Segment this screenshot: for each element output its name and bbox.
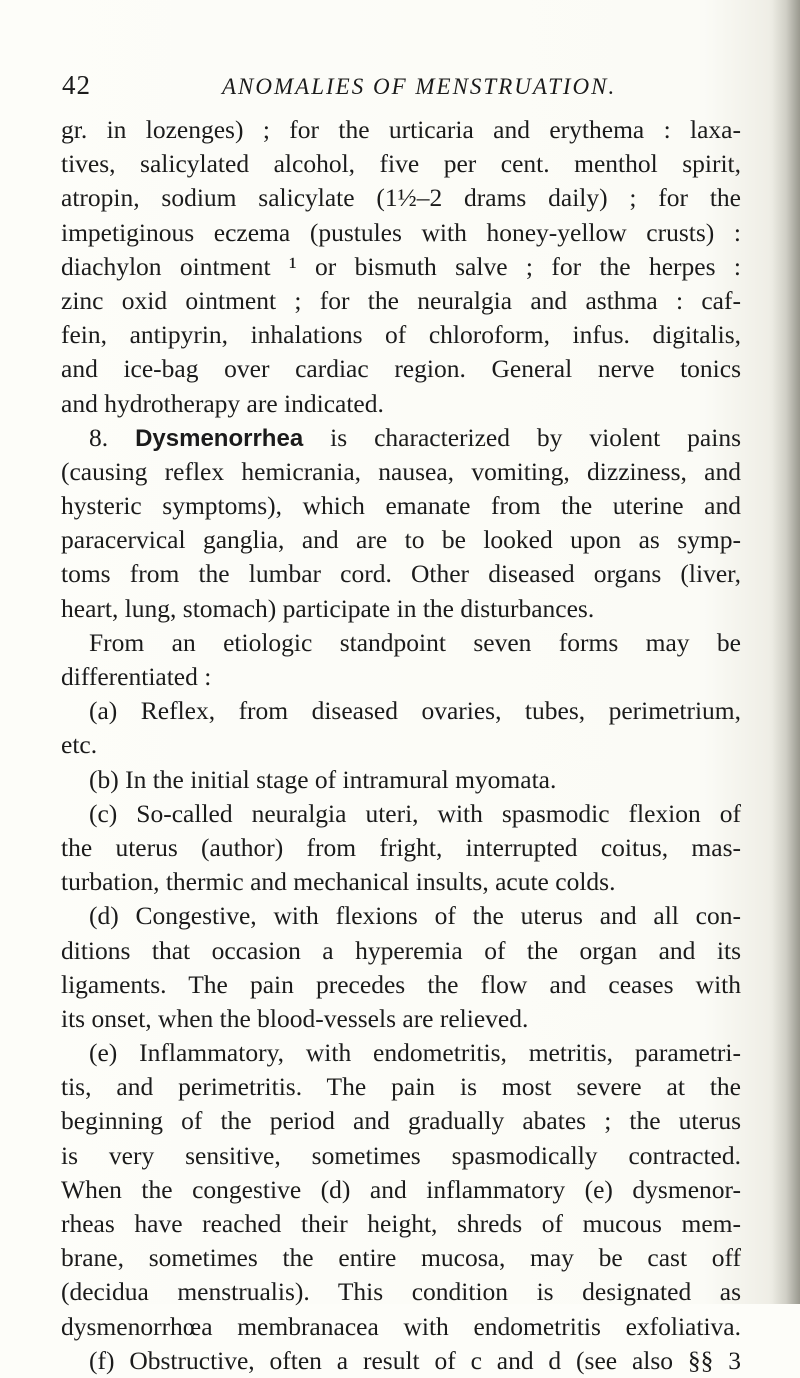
text-line: tis, and perimetritis. The pain is most severe at the [61, 1072, 741, 1102]
text-line: gr. in lozenges) ; for the urticaria and erythema : laxa- [61, 115, 741, 144]
text-line: ligaments. The pain precedes the flow and ceases with [61, 969, 741, 999]
text-line: From an etiologic standpoint seven forms may be [89, 627, 741, 657]
list-item-f: (f) Obstructive, often a result of c and d (see also §§ 3 [89, 1345, 741, 1375]
text-line: impetiginous eczema (pustules with honey-yellow crusts) : [61, 217, 741, 247]
text-line: is very sensitive, sometimes spasmodically contracted. [61, 1140, 741, 1170]
text-line: rheas have reached their height, shreds of mucous mem- [61, 1209, 741, 1238]
text-line: zinc oxid ointment ; for the neuralgia and asthma : caf- [61, 285, 741, 315]
text-line: etc. [61, 730, 98, 760]
page-number: 42 [62, 70, 91, 100]
section-heading: Dysmenorrhea [135, 424, 304, 452]
list-item-e: (e) Inflammatory, with endometritis, metritis, parametri- [89, 1038, 741, 1068]
list-item-a: (a) Reflex, from diseased ovaries, tubes, perimetrium, [89, 696, 741, 726]
text-line: toms from the lumbar cord. Other diseased organs (liver, [61, 559, 741, 589]
section-heading-rest: is characterized by violent pains [303, 422, 742, 452]
binding-shadow [772, 0, 800, 1304]
text-line: paracervical ganglia, and are to be looked upon as symp- [61, 525, 741, 555]
text-line: the uterus (author) from fright, interrupted coitus, mas- [61, 832, 741, 862]
text-line: dysmenorrhœa membranacea with endometritis exfoliativa. [61, 1311, 741, 1341]
list-item-c: (c) So-called neuralgia uteri, with spasmodic flexion of [89, 798, 741, 828]
text-line: differentiated : [61, 662, 212, 691]
text-line: and hydrotherapy are indicated. [61, 388, 384, 418]
page-header [62, 70, 738, 106]
section-heading-line [61, 421, 741, 455]
list-item-b: (b) In the initial stage of intramural myomata. [89, 764, 557, 794]
text-line: hysteric symptoms), which emanate from the uterine and [61, 491, 741, 521]
text-line: ditions that occasion a hyperemia of the organ and its [61, 935, 741, 965]
section-number: 8. [89, 422, 109, 452]
text-line: (decidua menstrualis). This condition is designated as [61, 1277, 741, 1307]
body-text [61, 113, 741, 1378]
text-line: tives, salicylated alcohol, five per cent. menthol spirit, [61, 149, 741, 179]
text-line: turbation, thermic and mechanical insults, acute colds. [61, 867, 616, 897]
text-line: beginning of the period and gradually abates ; the uterus [61, 1106, 741, 1136]
text-line: heart, lung, stomach) participate in the disturbances. [61, 593, 595, 623]
text-line: brane, sometimes the entire mucosa, may be cast off [61, 1243, 741, 1273]
text-line: diachylon ointment ¹ or bismuth salve ; for the herpes : [61, 251, 741, 281]
text-line: atropin, sodium salicylate (1½–2 drams daily) ; for the [61, 183, 741, 213]
text-line: (causing reflex hemicrania, nausea, vomiting, dizziness, and [61, 456, 741, 486]
running-title: ANOMALIES OF MENSTRUATION. [222, 74, 617, 99]
text-line: and ice-bag over cardiac region. General nerve tonics [61, 354, 741, 384]
text-line: its onset, when the blood-vessels are relieved. [61, 1003, 529, 1033]
list-item-d: (d) Congestive, with flexions of the uterus and all con- [89, 901, 741, 931]
text-line: fein, antipyrin, inhalations of chloroform, infus. digitalis, [61, 320, 741, 350]
text-line: When the congestive (d) and inflammatory (e) dysmenor- [61, 1174, 741, 1204]
